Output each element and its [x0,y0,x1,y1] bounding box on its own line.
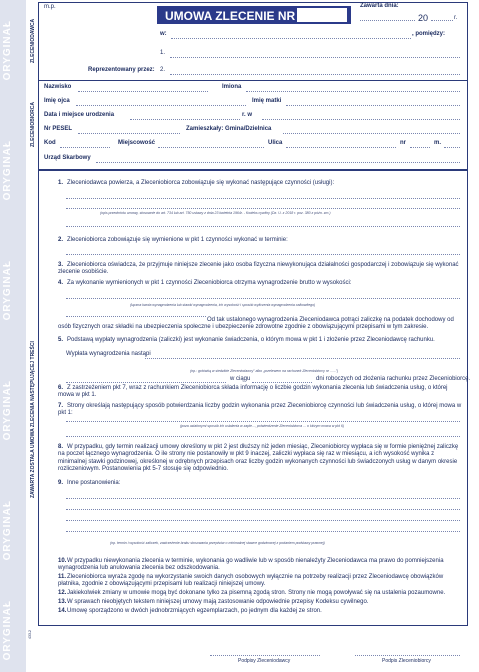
clause-5: 5. Podstawą wypłaty wynagrodzenia (zaliczki) jest wykonanie świadczenia, o którym mowa w pkt 1 i złożenie przez Zleceniodawcę rachunku. [58,337,435,343]
zawarta-dnia-label: Zawarta dnia: [360,3,399,9]
clause-11: 11.Zleceniobiorca wyraża zgodę na wykorzystanie swoich danych osobowych wyłącznie na potrzeby realizacji przez Zleceniodawcę obowiązków płatnika, zgodnie z obowiązującymi przepisami lub realizacji niniejszej umowy. [58,574,444,588]
title-banner [157,6,351,24]
mp-label: m.p. [44,4,56,10]
clause-9-field-2[interactable] [66,509,460,510]
signature-label-zleceniobiorca: Podpis Zleceniobiorcy [382,658,431,664]
strip-label-3: ORYGINAŁ [2,260,13,321]
miejscowosc-label: Miejscowość [118,140,156,146]
reprezentowany-label: Reprezentowany przez: [88,67,155,73]
clause-5c-label-a: w ciągu [230,376,251,382]
clause-5b-text: Wypłata wynagrodzenia nastąpi [66,351,151,357]
imie-ojca-field[interactable] [76,105,246,106]
signature-label-zleceniodawca: Podpisy Zleceniodawcy [238,658,291,664]
clause-12: 12.Jakiekolwiek zmiany w umowie mogą być dokonane tylko za pisemną zgodą stron. Strony nie mogą powoływać się na ustalenia pozaumowne. [58,590,446,596]
party-row-1-field[interactable] [170,57,460,58]
clause-2-text: Zleceniobiorca zobowiązuje się wymienione w pkt 1 czynności wykonać w terminie: [67,237,288,243]
clause-5-note: (np.: gotówką w siedzibie Zleceniodawcy" albo „przelewem na rachunek Zleceniobiorcy nr ......") [190,369,339,373]
clause-12-text: Jakiekolwiek zmiany w umowie mogą być dokonane tylko za pisemną zgodą stron. Strony nie mogą powoływać się na ustalenia pozaumowne. [67,590,446,596]
ulica-field[interactable] [286,147,396,148]
clause-4-note: (łączna kwota wynagrodzenia lub stawki wynagrodzenia, ich wysokość i sposób wyliczenia wynagrodzenia całkowitego) [130,303,316,307]
signature-line-zleceniobiorca[interactable] [355,655,460,656]
clause-4: 4. Za wykonanie wymienionych w pkt 1 czynności Zleceniobiorca otrzyma wynagrodzenie brutto w wysokości: [58,280,352,286]
clause-1: 1. Zleceniodawca powierza, a Zleceniobiorca zobowiązuje się wykonać następujące czynności (usługi): [58,180,335,186]
clause-4-field-1[interactable] [66,298,460,299]
clause-1-field-1[interactable] [66,198,460,199]
gmina-field[interactable] [283,133,460,134]
zleceniobiorca-side-label: ZLECENIOBIORCA [30,102,36,148]
miejscowosc-field[interactable] [158,147,264,148]
clause-1-field-3[interactable] [66,226,460,227]
party-row-1-label: 1. [160,50,166,56]
clause-9-field-4[interactable] [66,531,460,532]
clause-7-field-1[interactable] [66,421,460,422]
clause-8: 8. W przypadku, gdy termin realizacji umowy określony w pkt 2 jest dłuższy niż jeden miesiąc, Zleceniobiorcy wypłaca się w formie pieniężnej zaliczkę na poczet łącznego wynagrodzenia. O ile strony nie postanowiły w pkt 9 inaczej, zaliczki wypłaca się raz w miesiącu, a ich wysokość wynika z minimalnej stawki godzinowej, określonej w odrębnych przepisach oraz liczby godzin wykonanych czynności lub świadczonych usług w danym okresie rozliczeniowym. Postanowienia pkt 5-7 stosuje się odpowiednio. [58,444,459,472]
clause-7: 7. Strony określają następujący sposób potwierdzania liczby godzin wykonania przez Zleceniobiorcę czynności lub świadczenia usług, o której mowa w pkt 1: [58,403,462,417]
pesel-field[interactable] [78,133,180,134]
date-field-year[interactable] [431,20,453,21]
clause-1-text: Zleceniodawca powierza, a Zleceniobiorca zobowiązuje się wykonać następujące czynności (usługi): [67,180,335,186]
kod-label: Kod [44,140,56,146]
clause-9-text: Inne postanowienia: [67,480,121,486]
rw-label: r. w [242,112,253,118]
zamieszkaly-label: Zamieszkały: Gmina/Dzielnica [186,126,272,132]
form-code: 433-2 [28,630,32,639]
nazwisko-field[interactable] [78,91,208,92]
imie-matki-field[interactable] [286,105,460,106]
clause-6-text: Z zastrzeżeniem pkt 7, wraz z rachunkiem Zleceniobiorca składa informację o liczbie godzin wykonania zlecenia lub świadczenia usług, o której mowa w pkt 1. [58,385,448,399]
zleceniodawca-side-label: ZLECENIODAWCA [30,18,36,64]
content-side-label: ZAWARTA ZOSTAŁA UMOWA ZLECENIA NASTĘPUJĄCEJ TREŚCI [30,341,36,499]
contract-number-field[interactable] [297,8,347,22]
data-urodzenia-field[interactable] [130,119,240,120]
clause-2: 2. Zleceniobiorca zobowiązuje się wymienione w pkt 1 czynności wykonać w terminie: [58,237,288,243]
ulica-label: Ulica [268,140,283,146]
clause-7-note: (poza ustalonymi sposób ich ustalenia w zaple..., potwierdzenie Zleceniobiorca ... o którym mowa w pkt 6) [180,424,344,428]
clause-4b-text: Od tak ustalonego wynagrodzenia Zleceniodawca potrąci zaliczkę na podatek dochodowy od osób fizycznych oraz składki na ubezpieczenia społeczne i ubezpieczenie zdrowotne zgodnie z obowiązującymi przepisami w tym zakresie. [58,317,454,331]
clause-2-field[interactable] [66,254,460,255]
document-title: UMOWA ZLECENIE NR [165,9,296,23]
zleceniobiorca-section [38,80,468,170]
clause-14-text: Umowę sporządzono w dwóch jednobrzmiących egzemplarzach, po jednym dla każdej ze stron. [67,608,322,614]
strip-label-5: ORYGINAŁ [2,500,13,561]
clause-9-field-1[interactable] [66,498,460,499]
clause-7-text: Strony określają następujący sposób potwierdzania liczby godzin wykonania przez Zleceniobiorcę czynności lub świadczenia usług, o której mowa w pkt 1: [58,403,462,417]
clause-5-payment-field[interactable] [145,358,460,359]
kod-field[interactable] [60,147,110,148]
clause-1-field-2[interactable] [66,208,460,209]
clause-4-text: Za wykonanie wymienionych w pkt 1 czynności Zleceniobiorca otrzyma wynagrodzenie brutto w wysokości: [67,280,352,286]
place-field[interactable] [171,38,411,39]
imiona-field[interactable] [246,91,460,92]
w-label: w: [160,31,167,37]
data-urodzenia-label: Data i miejsce urodzenia [44,112,115,118]
clause-11-text: Zleceniobiorca wyraża zgodę na wykorzystanie swoich danych osobowych wyłącznie na potrzeby realizacji przez Zleceniodawcę obowiązków płatnika, zgodnie z obowiązującymi przepisami lub realizacji niniejszej umowy. [58,574,444,588]
pomiedzy-label: , pomiędzy: [412,31,446,37]
clause-5-text: Podstawą wypłaty wynagrodzenia (zaliczki) jest wykonanie świadczenia, o którym mowa w pkt 1 i złożenie przez Zleceniodawcę rachunku. [67,337,435,343]
date-field-day[interactable] [360,20,415,21]
strip-label-2: ORYGINAŁ [2,140,13,201]
pesel-label: Nr PESEL [44,126,73,132]
imie-matki-label: Imię matki [252,98,282,104]
clause-3: 3. Zleceniobiorca oświadcza, że przyjmuje niniejsze zlecenie jako osoba fizyczna niewykonująca działalności gospodarczej i zobowiązuje się wykonać zlecenie osobiście. [58,262,459,276]
miejsce-urodzenia-field[interactable] [262,119,460,120]
party-row-2-field[interactable] [170,74,460,75]
clause-1-note: (opis przedmiotu umowy, stosownie do art. 734 lub art. 750 ustawy z dnia 23 kwietnia 1964r. - Kodeks cywilny (Dz. U. z 2018 r. poz. 380 z późn. zm.) [100,211,331,215]
clause-5c-label-b: dni roboczych od złożenia rachunku przez Zleceniobiorcę. [316,376,471,382]
left-strip [0,0,26,672]
urzad-field[interactable] [96,162,460,163]
m-field[interactable] [444,147,460,148]
clause-10: 10.W przypadku niewykonania zlecenia w terminie, wykonania go wadliwie lub w sposób nienależyty Zleceniodawca ma prawo do pomniejszenia wynagrodzenia lub anulowania zlecenia bez odszkodowania. [58,558,444,572]
nr-label: nr [400,140,406,146]
strip-label-4: ORYGINAŁ [2,380,13,441]
imiona-label: Imiona [222,84,242,90]
clause-14: 14.Umowę sporządzono w dwóch jednobrzmiących egzemplarzach, po jednym dla każdej ze stron. [58,608,322,614]
strip-label-1: ORYGINAŁ [2,20,13,81]
clause-9-field-3[interactable] [66,520,460,521]
clause-9-note: (np. termin i wysokość zaliczek, zastrzeżenie braku stosowania przepisów o minimalnej stawce godzinowej z podaniem podstawy prawnej) [110,541,325,545]
clause-5-days-field[interactable] [252,382,312,383]
year-suffix: r. [454,15,458,21]
clause-5-account-field[interactable] [66,382,226,383]
urzad-label: Urząd Skarbowy [44,155,91,161]
clause-10-text: W przypadku niewykonania zlecenia w terminie, wykonania go wadliwie lub w sposób nienależyty Zleceniodawca ma prawo do pomniejszenia wynagrodzenia lub anulowania zlecenia bez odszkodowania. [58,558,444,572]
clause-8-text: W przypadku, gdy termin realizacji umowy określony w pkt 2 jest dłuższy niż jeden miesiąc, Zleceniobiorcy wypłaca się w formie pieniężnej zaliczkę na poczet łącznego wynagrodzenia. O ile strony nie postanowiły w pkt 9 inaczej, zaliczki wypłaca się raz w miesiącu, a ich wysokość wynika z minimalnej stawki godzinowej, określonej w odrębnych przepisach oraz liczby godzin wykonanych czynności lub świadczonych usług w danym okresie rozliczeniowym. Postanowienia pkt 5-7 stosuje się odpowiednio. [58,444,459,472]
nr-field[interactable] [410,147,430,148]
signature-line-zleceniodawca[interactable] [210,655,320,656]
clause-7-field-2[interactable] [66,436,460,437]
clause-3-text: Zleceniobiorca oświadcza, że przyjmuje niniejsze zlecenie jako osoba fizyczna niewykonująca działalności gospodarczej i zobowiązuje się wykonać zlecenie osobiście. [58,262,459,276]
nazwisko-label: Nazwisko [44,84,72,90]
clause-4b [58,317,464,332]
strip-label-6: ORYGINAŁ [2,600,13,661]
year-prefix: 20 [418,13,429,23]
imie-ojca-label: Imię ojca [44,98,70,104]
party-row-2-label: 2. [160,67,166,73]
clause-13-text: W sprawach nieobjętych tekstem niniejszej umowy mają zastosowanie odpowiednie przepisy Kodeksu cywilnego. [67,599,369,605]
clause-13: 13.W sprawach nieobjętych tekstem niniejszej umowy mają zastosowanie odpowiednie przepisy Kodeksu cywilnego. [58,599,369,605]
m-label: m. [434,140,442,146]
clause-6: 6. Z zastrzeżeniem pkt 7, wraz z rachunkiem Zleceniobiorca składa informację o liczbie godzin wykonania zlecenia lub świadczenia usług, o której mowa w pkt 1. [58,385,448,399]
clause-9: 9. Inne postanowienia: [58,480,121,486]
